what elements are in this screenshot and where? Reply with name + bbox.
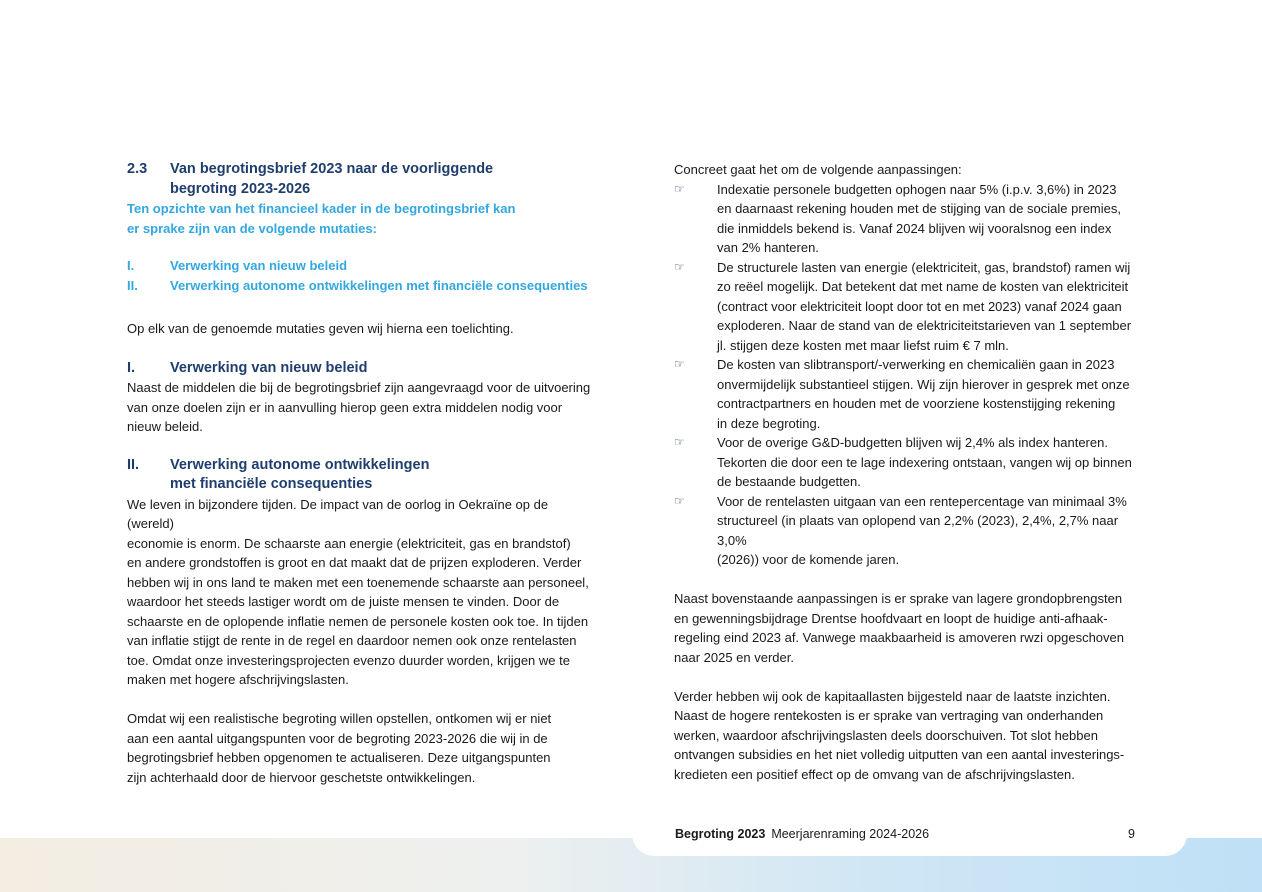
subsection-heading-1: I. Verwerking van nieuw beleid xyxy=(127,359,368,376)
subsection-heading-2: II. Verwerking autonome ontwikkelingen met financiële consequenties xyxy=(127,456,430,492)
lead-text: Concreet gaat het om de volgende aanpassingen: xyxy=(674,162,962,177)
hand-pointer-icon: ☞ xyxy=(674,435,685,449)
section-heading xyxy=(127,160,597,199)
mutation-list xyxy=(127,256,597,295)
footer-title: Begroting 2023 Meerjarenraming 2024-2026 xyxy=(675,827,930,841)
hand-pointer-icon: ☞ xyxy=(674,259,685,274)
list-item: ☞ Voor de overige G&D-budgetten blijven wij 2,4% als index hanteren. Tekorten die door een te lage indexering ontstaan, vangen wij op binnen de bestaande budgetten. xyxy=(674,433,1144,492)
closing-paragraph: Omdat wij een realistische begroting willen opstellen, ontkomen wij er niet aan een aantal uitgangspunten voor de begroting 2023-2026 die wij in de begrotingsbrief hebben opgenomen te actualiseren. Deze uitgangspunten zijn achterhaald door de hiervoor geschetste ontwikkelingen. xyxy=(127,711,552,785)
mutation-item: I. Verwerking van nieuw beleid xyxy=(127,258,348,273)
section-title-line: Van begrotingsbrief 2023 naar de voorliggende xyxy=(170,161,494,177)
right-column xyxy=(674,160,1144,784)
section-title-line: begroting 2023-2026 xyxy=(170,180,311,197)
list-item: ☞ De structurele lasten van energie (elektriciteit, gas, brandstof) ramen wij zo reëel mogelijk. Dat betekent dat met name de kosten van elektriciteit (contract voor elektriciteit loopt door tot en met 2023) vanaf 2024 gaan exploderen. Naar de stand van de elektriciteitstarieven van 1 september jl. stijgen deze kosten met maar liefst ruim € 7 mln. xyxy=(674,258,1144,356)
left-column xyxy=(127,160,597,787)
paragraph-grondopbrengsten: Naast bovenstaande aanpassingen is er sprake van lagere grondopbrengsten en gewenningsbijdrage Drentse hoofdvaart en loopt de huidige anti-afhaak- regeling eind 2023 af. Vanwege maakbaarheid is amoveren rwzi opgeschoven naar 2025 en verder. xyxy=(674,591,1124,665)
hand-pointer-icon: ☞ xyxy=(674,493,685,508)
page-number: 9 xyxy=(1128,827,1135,841)
section-number: 2.3 xyxy=(127,161,148,177)
mutation-item: II. Verwerking autonome ontwikkelingen met financiële consequenties xyxy=(127,277,588,293)
toelichting-text: Op elk van de genoemde mutaties geven wij hierna een toelichting. xyxy=(127,321,514,336)
subsection-1-text: Naast de middelen die bij de begrotingsbrief zijn aangevraagd voor de uitvoering van onze doelen zijn er in aanvulling hierop geen extra middelen nodig voor nieuw beleid. xyxy=(127,380,591,434)
adjustment-list xyxy=(674,180,1144,570)
list-item: ☞ Indexatie personele budgetten ophogen naar 5% (i.p.v. 3,6%) in 2023 en daarnaast rekening houden met de stijging van de sociale premies, die inmiddels bekend is. Vanaf 2024 blijven wij vooralsnog een index van 2% hanteren. xyxy=(674,180,1144,258)
hand-pointer-icon: ☞ xyxy=(674,181,685,196)
list-item: ☞ Voor de rentelasten uitgaan van een rentepercentage van minimaal 3% structureel (in plaats van oplopend van 2,2% (2023), 2,4%, 2,7% naar 3,0% (2026)) voor de komende jaren. xyxy=(674,492,1144,570)
paragraph-kapitaallasten: Verder hebben wij ook de kapitaallasten bijgesteld naar de laatste inzichten. Naast de hogere rentekosten is er sprake van vertraging van onderhanden werken, waardoor afschrijvingslasten deels doorschuiven. Tot slot hebben ontvangen subsidies en het niet volledig uitputten van een aantal investerings- kredieten een positief effect op de omvang van de afschrijvingslasten. xyxy=(674,688,1125,782)
list-item: ☞ De kosten van slibtransport/-verwerking en chemicaliën gaan in 2023 onvermijdelijk substantieel stijgen. Wij zijn hierover in gesprek met onze contractpartners en houden met de voorziene kostenstijging rekening in deze begroting. xyxy=(674,355,1144,433)
subsection-2-text: We leven in bijzondere tijden. De impact van de oorlog in Oekraïne op de (wereld) economie is enorm. De schaarste aan energie (elektriciteit, gas en brandstof) en andere grondstoffen is groot en dat maakt dat de prijzen exploderen. Verder hebben wij in ons land te maken met een toenemende schaarste aan personeel, waardoor het steeds lastiger wordt om de juiste mensen te vinden. Door de schaarste en de oplopende inflatie nemen de personele kosten ook toe. In tijden van inflatie stijgt de rente in de regel en daardoor nemen ook onze rentelasten toe. Omdat onze investeringsprojecten evenzo duurder worden, krijgen we te maken met hogere afschrijvingslasten. xyxy=(127,496,589,687)
intro-text: Ten opzichte van het financieel kader in de begrotingsbrief kan er sprake zijn van de volgende mutaties: xyxy=(127,201,516,236)
hand-pointer-icon: ☞ xyxy=(674,357,685,371)
